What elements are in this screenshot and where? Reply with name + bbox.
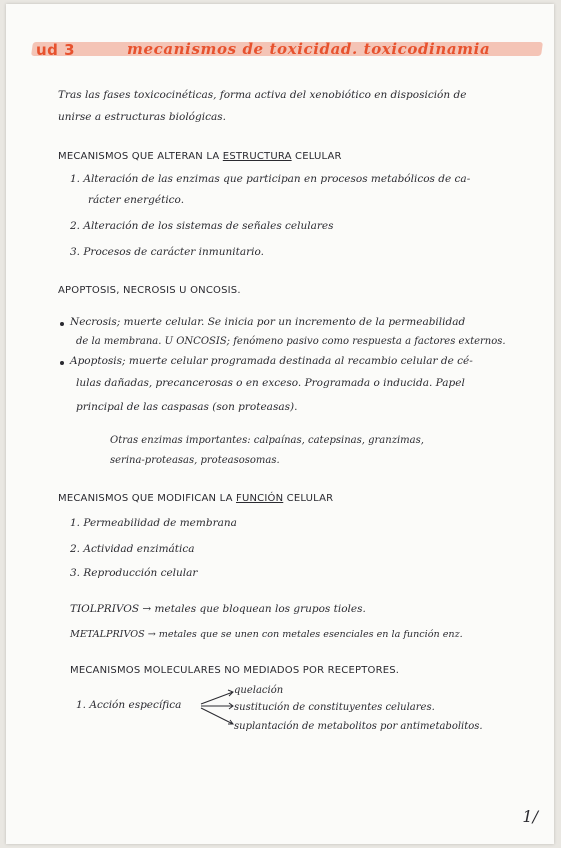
intro-line-1: Tras las fases toxicocinéticas, forma activa del xenobiótico en disposición de (58, 89, 467, 101)
section-heading-apoptosis: APOPTOSIS, NECROSIS U ONCOSIS. (58, 285, 241, 296)
structure-item-2: 2. Alteración de los sistemas de señales celulares (70, 220, 334, 232)
section-heading-structure: MECANISMOS QUE ALTERAN LA ESTRUCTURA CELULAR (58, 151, 342, 162)
structure-item-1-line-2: rácter energético. (88, 194, 185, 206)
branch-arrows (199, 688, 239, 732)
function-item-1: 1. Permeabilidad de membrana (70, 517, 237, 529)
section-heading-function: MECANISMOS QUE MODIFICAN LA FUNCIÓN CELULAR (58, 493, 334, 504)
page-number: 1/ (522, 807, 538, 826)
structure-item-1-line-1: 1. Alteración de las enzimas que participan en procesos metabólicos de ca- (70, 173, 471, 185)
bullet-dot (60, 322, 64, 326)
enzymes-note-line-2: serina-proteasas, proteasosomas. (110, 455, 280, 466)
necrosis-line-2: de la membrana. U ONCOSIS; fenómeno pasivo como respuesta a factores externos. (76, 336, 506, 347)
apoptosis-line-1: Apoptosis; muerte celular programada destinada al recambio celular de cé- (70, 355, 473, 367)
apoptosis-line-2: lulas dañadas, precancerosas o en exceso. Programada o inducida. Papel (76, 377, 465, 389)
branch-sustitucion: sustitución de constituyentes celulares. (234, 702, 435, 713)
function-item-2: 2. Actividad enzimática (70, 543, 195, 555)
metalprivos-line: METALPRIVOS → metales que se unen con metales esenciales en la función enz. (70, 629, 463, 640)
necrosis-line-1: Necrosis; muerte celular. Se inicia por un incremento de la permeabilidad (70, 316, 466, 328)
page-title (32, 34, 542, 64)
apoptosis-line-3: principal de las caspasas (son proteasas). (76, 401, 298, 413)
tiolprivos-line: TIOLPRIVOS → metales que bloquean los grupos tioles. (70, 603, 366, 615)
bullet-dot (60, 361, 64, 365)
title-unit-label: ud 3 (36, 41, 76, 59)
title-text: mecanismos de toxicidad. toxicodinamia (127, 40, 491, 58)
intro-line-2: unirse a estructuras biológicas. (58, 111, 226, 123)
function-item-3: 3. Reproducción celular (70, 567, 198, 579)
branch-suplantacion: suplantación de metabolitos por antimetabolitos. (234, 721, 483, 732)
branch-quelacion: quelación (234, 685, 284, 696)
structure-item-3: 3. Procesos de carácter inmunitario. (70, 246, 264, 258)
notebook-page (6, 4, 554, 844)
enzymes-note-line-1: Otras enzimas importantes: calpaínas, catepsinas, granzimas, (110, 435, 424, 446)
section-heading-molecular: MECANISMOS MOLECULARES NO MEDIADOS POR RECEPTORES. (70, 665, 400, 676)
specific-action-label: 1. Acción específica (76, 699, 182, 711)
